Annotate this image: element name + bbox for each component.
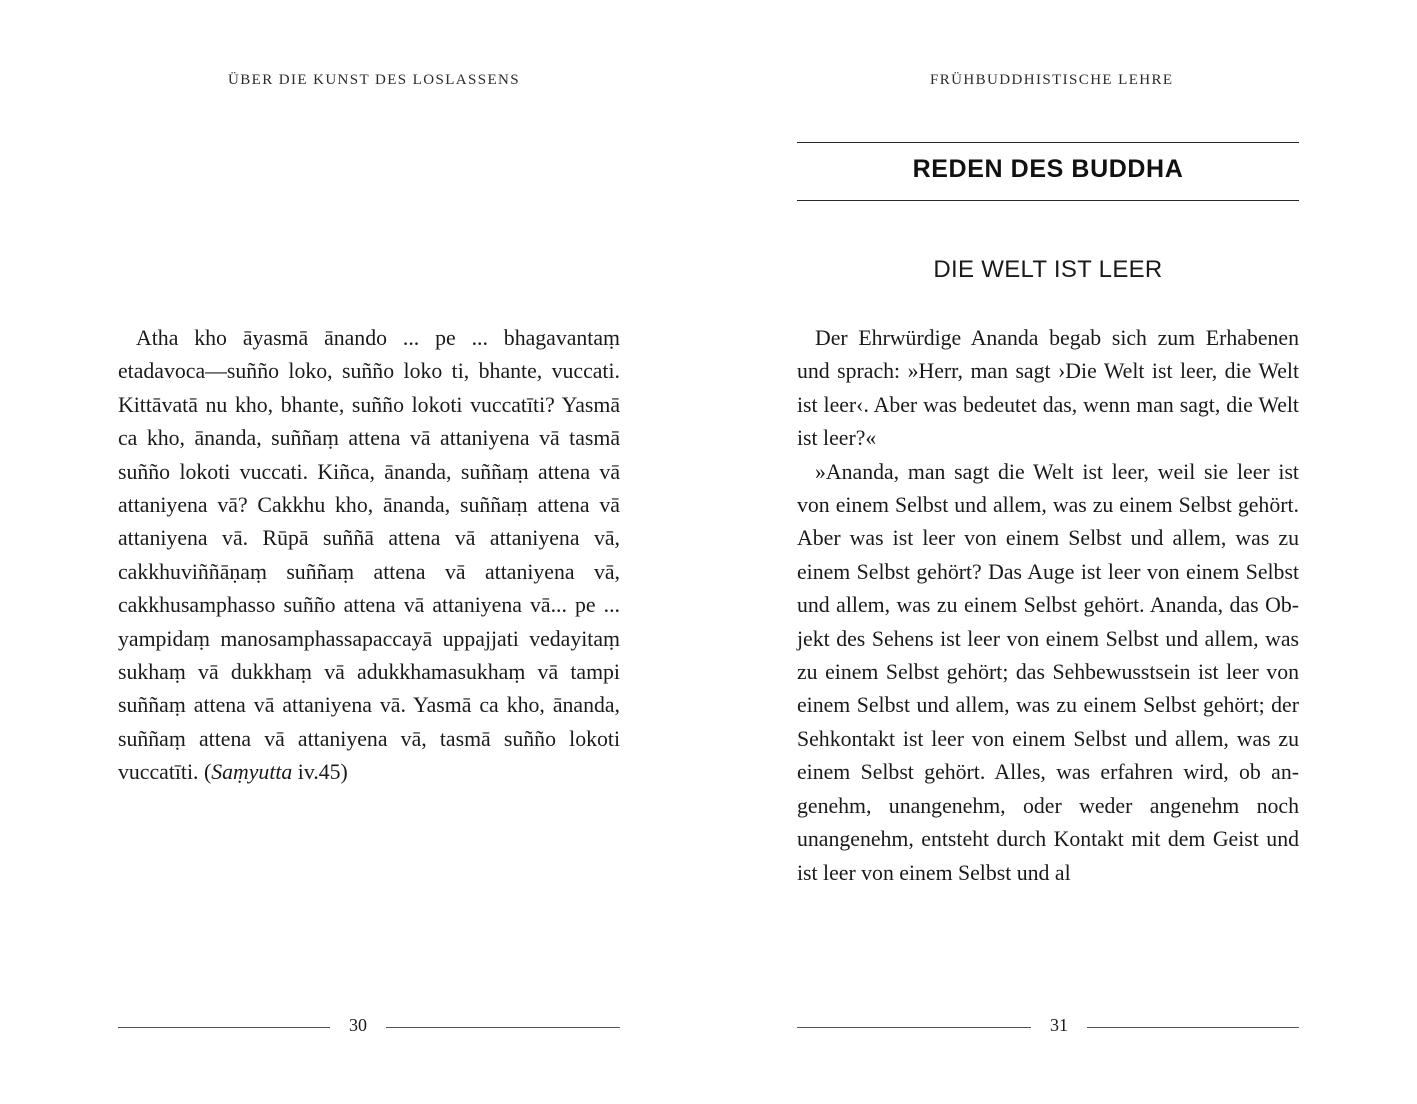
right-page <box>708 0 1417 1104</box>
pali-text: Atha kho āyasmā ānando ... pe ... bhagavantaṃ etadavoca—suñño loko, suñño loko ti, bhante, vuccati. Kittāvatā nu kho, bhante, suñño lokoti vuccatīti? Yasmā ca kho, ānanda, suññaṃ attena vā attaniyena vā tasmā suñño lokoti vuccati. Kiñca, ānanda, suññaṃ attena vā attaniyena vā? Cakkhu kho, ānanda, suññaṃ attena vā attaniyena vā. Rūpā suññā attena vā attaniyena vā, cakkhuviññāṇaṃ suññaṃ attena vā attaniyena vā, cakkhusamphasso suñño attena vā attaniyena vā... pe ... yampidaṃ manosamphassapaccayā uppajjati vedayitaṃ sukhaṃ vā dukkhaṃ vā adukkhamasukhaṃ vā tampi suññaṃ attena vā attaniyena vā. Yasmā ca kho, ānanda, suññaṃ attena vā attaniyena vā, tasmā suñño lokoti vuccatīti. ( <box>118 326 620 785</box>
citation-reference: iv.45) <box>292 760 348 785</box>
footer-right <box>797 1013 1307 1041</box>
title-rule-top <box>797 142 1299 143</box>
chapter-title: DIE WELT IST LEER <box>933 256 1163 283</box>
page-number-left: 30 <box>349 1015 367 1035</box>
footer-left <box>118 1013 620 1041</box>
page-number-right: 31 <box>1050 1015 1068 1035</box>
left-page <box>0 0 708 1104</box>
paragraph-1: Der Ehrwürdige Ananda begab sich zum Erhabenen und sprach: »Herr, man sagt ›Die Welt ist leer, die Welt ist leer‹. Aber was bedeutet das, wenn man sagt, die Welt ist leer?« <box>797 326 1299 451</box>
footer-rule <box>797 1027 1031 1028</box>
running-head-left: ÜBER DIE KUNST DES LOSLASSENS <box>228 72 521 88</box>
pali-text-block <box>118 322 620 790</box>
footer-rule <box>1087 1027 1299 1028</box>
citation-source: Saṃyutta <box>211 760 293 785</box>
footer-rule <box>118 1027 330 1028</box>
title-rule-bottom <box>797 200 1299 201</box>
paragraph-2: »Ananda, man sagt die Welt ist leer, weil sie leer ist von einem Selbst und allem, was zu einem Selbst gehört. Aber was ist leer von einem Selbst und allem, was zu einem Selbst gehört? Das Auge ist leer von einem Selbst und allem, was zu einem Selbst gehört. Ananda, das Objekt des Sehens ist leer von einem Selbst und allem, was zu einem Selbst gehört; das Sehbewusstsein ist leer von einem Selbst und allem, was zu einem Selbst gehört; der Sehkontakt ist leer von einem Selbst und allem, was zu einem Selbst gehört. Alles, was erfahren wird, ob angenehm, unangenehm, oder weder angenehm noch unangenehm, entsteht durch Kontakt mit dem Geist und ist leer von einem Selbst und al <box>797 459 1299 885</box>
german-text-block <box>797 322 1299 890</box>
section-title: REDEN DES BUDDHA <box>912 155 1184 183</box>
pali-paragraph <box>118 322 620 790</box>
footer-rule <box>386 1027 620 1028</box>
running-head-right: FRÜHBUDDHISTISCHE LEHRE <box>930 72 1174 88</box>
